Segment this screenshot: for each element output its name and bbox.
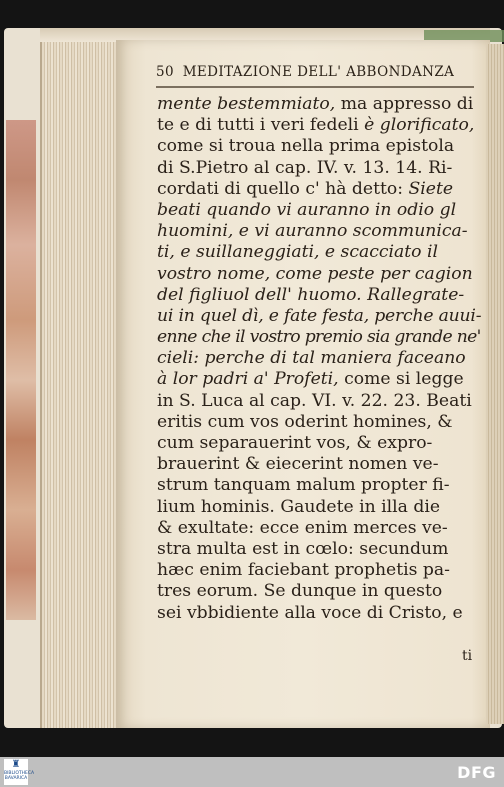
text-line (157, 94, 481, 115)
text-segment: beati quando vi auranno in odio gl (157, 199, 457, 220)
text-line (157, 391, 481, 412)
text-line (157, 433, 481, 454)
text-segment: tres eorum. Se dunque in questo (157, 581, 443, 602)
text-line (157, 264, 481, 285)
text-segment: enne che il vostro premio sia grande ne' (157, 327, 481, 348)
text-segment: cordati di quello c' hà detto: (157, 178, 409, 199)
text-segment: come si troua nella prima epistola (157, 136, 455, 157)
body-text (157, 94, 481, 624)
text-line (157, 348, 481, 369)
text-segment: à lor padri a' Profeti, (157, 369, 345, 390)
text-line (157, 518, 481, 539)
text-line (157, 539, 481, 560)
text-line (157, 581, 481, 602)
text-segment: come si legge (344, 369, 464, 390)
text-segment: hæc enim faciebant prophetis pa- (157, 560, 450, 581)
viewer-footer (0, 757, 504, 787)
text-segment: di S.Pietro al cap. IV. v. 13. 14. Ri- (157, 157, 453, 178)
text-line (157, 603, 481, 624)
dfg-logo[interactable]: DFG (457, 763, 496, 782)
text-segment: è glorificato, (364, 115, 475, 136)
text-segment: huomini, e vi auranno scommunica- (157, 221, 468, 242)
text-segment: lium hominis. Gaudete in illa die (157, 496, 441, 517)
text-segment: cum separauerint vos, & expro- (157, 433, 433, 453)
running-header (156, 64, 476, 80)
text-line (157, 369, 481, 390)
marbled-endpaper (6, 120, 36, 620)
running-head: MEDITAZIONE DELL' ABBONDANZA (182, 64, 455, 80)
text-line (157, 221, 481, 242)
text-line (157, 475, 481, 496)
text-segment: strum tanquam malum propter fi- (157, 475, 450, 496)
text-segment: ui in quel dì, e fate festa, perche auui- (157, 305, 482, 326)
text-line (157, 497, 481, 518)
text-segment: cieli: perche di tal maniera faceano (157, 348, 466, 369)
text-segment: mente bestemmiato, (157, 94, 341, 114)
text-line (157, 200, 481, 221)
right-page-edges (486, 44, 504, 724)
text-segment: ti, e suillaneggiati, e scacciato il (157, 242, 438, 263)
crest-line-2: BAVARICA (4, 776, 28, 781)
text-segment: brauerint & eiecerint nomen ve- (157, 454, 439, 475)
text-segment: vostro nome, come peste per cagion (157, 263, 473, 284)
text-line (157, 136, 481, 157)
text-segment: ma appresso di (340, 94, 474, 114)
text-line (157, 327, 481, 348)
crest-line-1: BIBLIOTHECA (4, 771, 35, 776)
text-segment: Siete (408, 178, 454, 199)
text-segment: te e di tutti i veri fedeli (157, 115, 365, 136)
text-line (157, 412, 481, 433)
page-number: 50 (156, 64, 174, 80)
text-line (157, 560, 481, 581)
text-line (157, 454, 481, 475)
text-segment: & exultate: ecce enim merces ve- (157, 517, 448, 538)
text-segment: del figliuol dell' huomo. Rallegrate- (157, 284, 465, 305)
text-line (157, 285, 481, 306)
page-edges (40, 38, 118, 728)
text-segment: stra multa est in cœlo: secundum (157, 538, 449, 559)
text-segment: in S. Luca al cap. VI. v. 22. 23. Beati (157, 390, 472, 411)
catchword: ti (462, 648, 473, 664)
text-line (157, 115, 481, 136)
text-line (157, 158, 481, 179)
text-segment: eritis cum vos oderint homines, & (157, 411, 453, 432)
text-line (157, 306, 481, 327)
text-line (157, 242, 481, 263)
text-line (157, 179, 481, 200)
library-crest-icon[interactable]: ♜ BIBLIOTHECA BAVARICA (4, 759, 28, 785)
header-rule (156, 86, 474, 88)
text-segment: sei vbbidiente alla voce di Cristo, e (157, 602, 463, 623)
